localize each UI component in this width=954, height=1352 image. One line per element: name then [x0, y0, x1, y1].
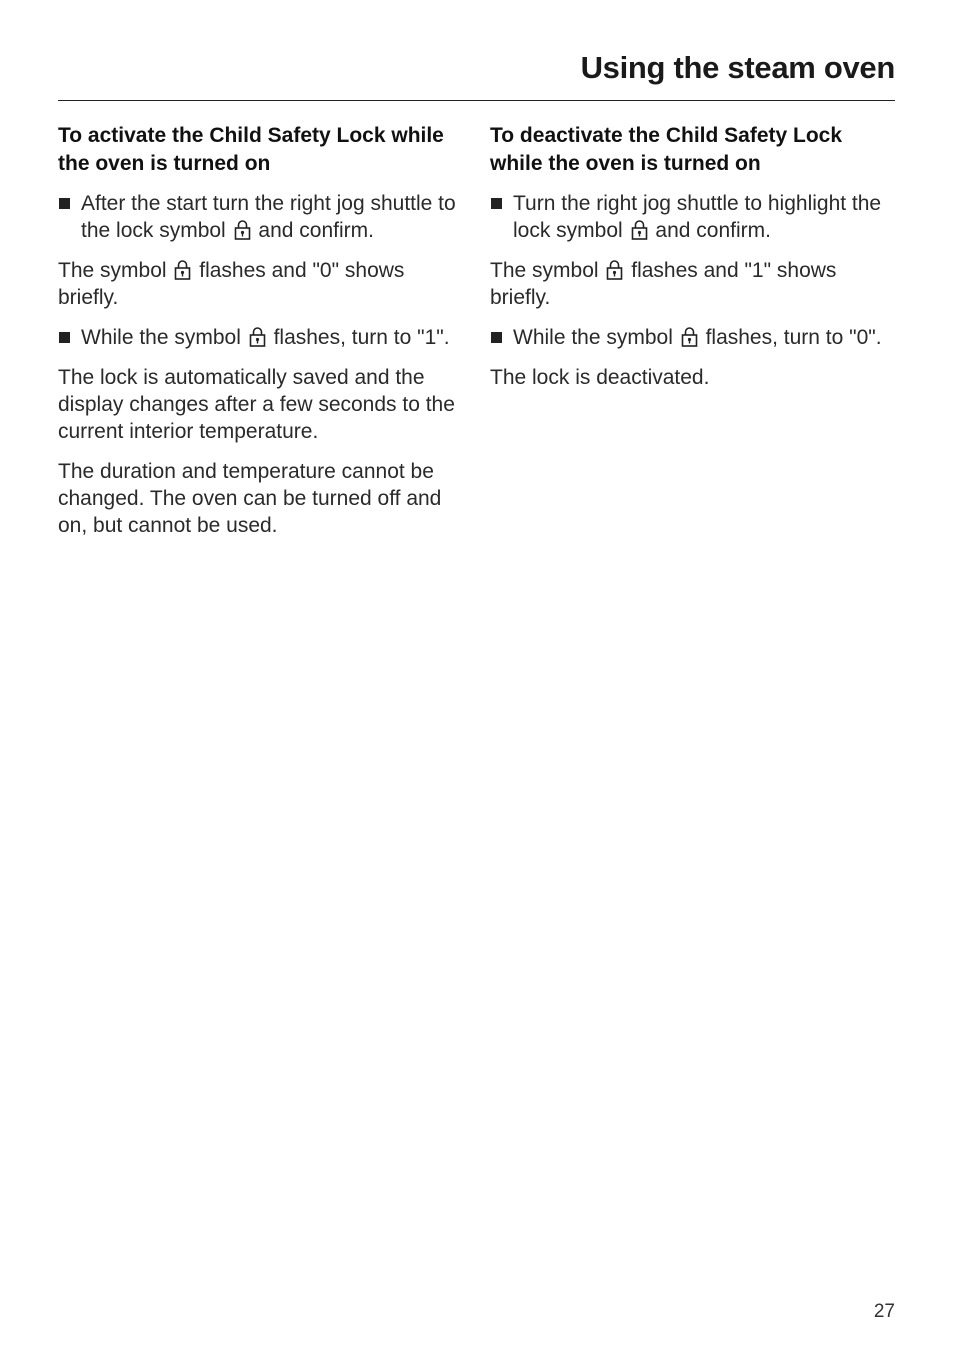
para-text: flashes and "0" shows briefly. — [58, 259, 405, 309]
square-bullet-icon — [59, 198, 70, 209]
lock-icon — [631, 219, 648, 240]
para-text: flashes and "1" shows briefly. — [490, 259, 837, 309]
para-text: The symbol — [58, 259, 167, 282]
deactivate-heading: To deactivate the Child Safety Lock while the oven is turned on — [490, 124, 843, 175]
step-text: and confirm. — [258, 219, 374, 242]
step-text: Turn the right jog shuttle to highlight the lock symbol — [513, 192, 882, 242]
step-text: flashes, turn to "0". — [705, 326, 882, 349]
page-number: 27 — [873, 1301, 895, 1322]
activate-step-2 — [58, 324, 463, 351]
activate-para-2: The lock is automatically saved and the display changes after a few seconds to the current interior temperature. — [58, 366, 455, 443]
deactivate-section — [490, 122, 900, 404]
step-text: While the symbol — [513, 326, 673, 349]
deactivate-step-2 — [490, 324, 900, 351]
activate-para-3: The duration and temperature cannot be changed. The oven can be turned off and on, but cannot be used. — [58, 460, 442, 537]
step-text: and confirm. — [655, 219, 771, 242]
lock-icon — [234, 219, 251, 240]
deactivate-para-2: The lock is deactivated. — [490, 366, 710, 389]
square-bullet-icon — [59, 332, 70, 343]
activate-section — [58, 122, 463, 552]
deactivate-para-1 — [490, 257, 900, 311]
step-text: After the start turn the right jog shuttle to the lock symbol — [81, 192, 456, 242]
lock-icon — [606, 259, 623, 280]
square-bullet-icon — [491, 198, 502, 209]
square-bullet-icon — [491, 332, 502, 343]
page-title: Using the steam oven — [580, 50, 895, 85]
step-text: While the symbol — [81, 326, 241, 349]
step-text: flashes, turn to "1". — [273, 326, 450, 349]
activate-heading: To activate the Child Safety Lock while the oven is turned on — [58, 124, 444, 175]
deactivate-step-1 — [490, 190, 900, 244]
lock-icon — [681, 326, 698, 347]
activate-step-1 — [58, 190, 463, 244]
para-text: The symbol — [490, 259, 599, 282]
header-divider — [58, 100, 895, 101]
lock-icon — [249, 326, 266, 347]
lock-icon — [174, 259, 191, 280]
activate-para-1 — [58, 257, 463, 311]
